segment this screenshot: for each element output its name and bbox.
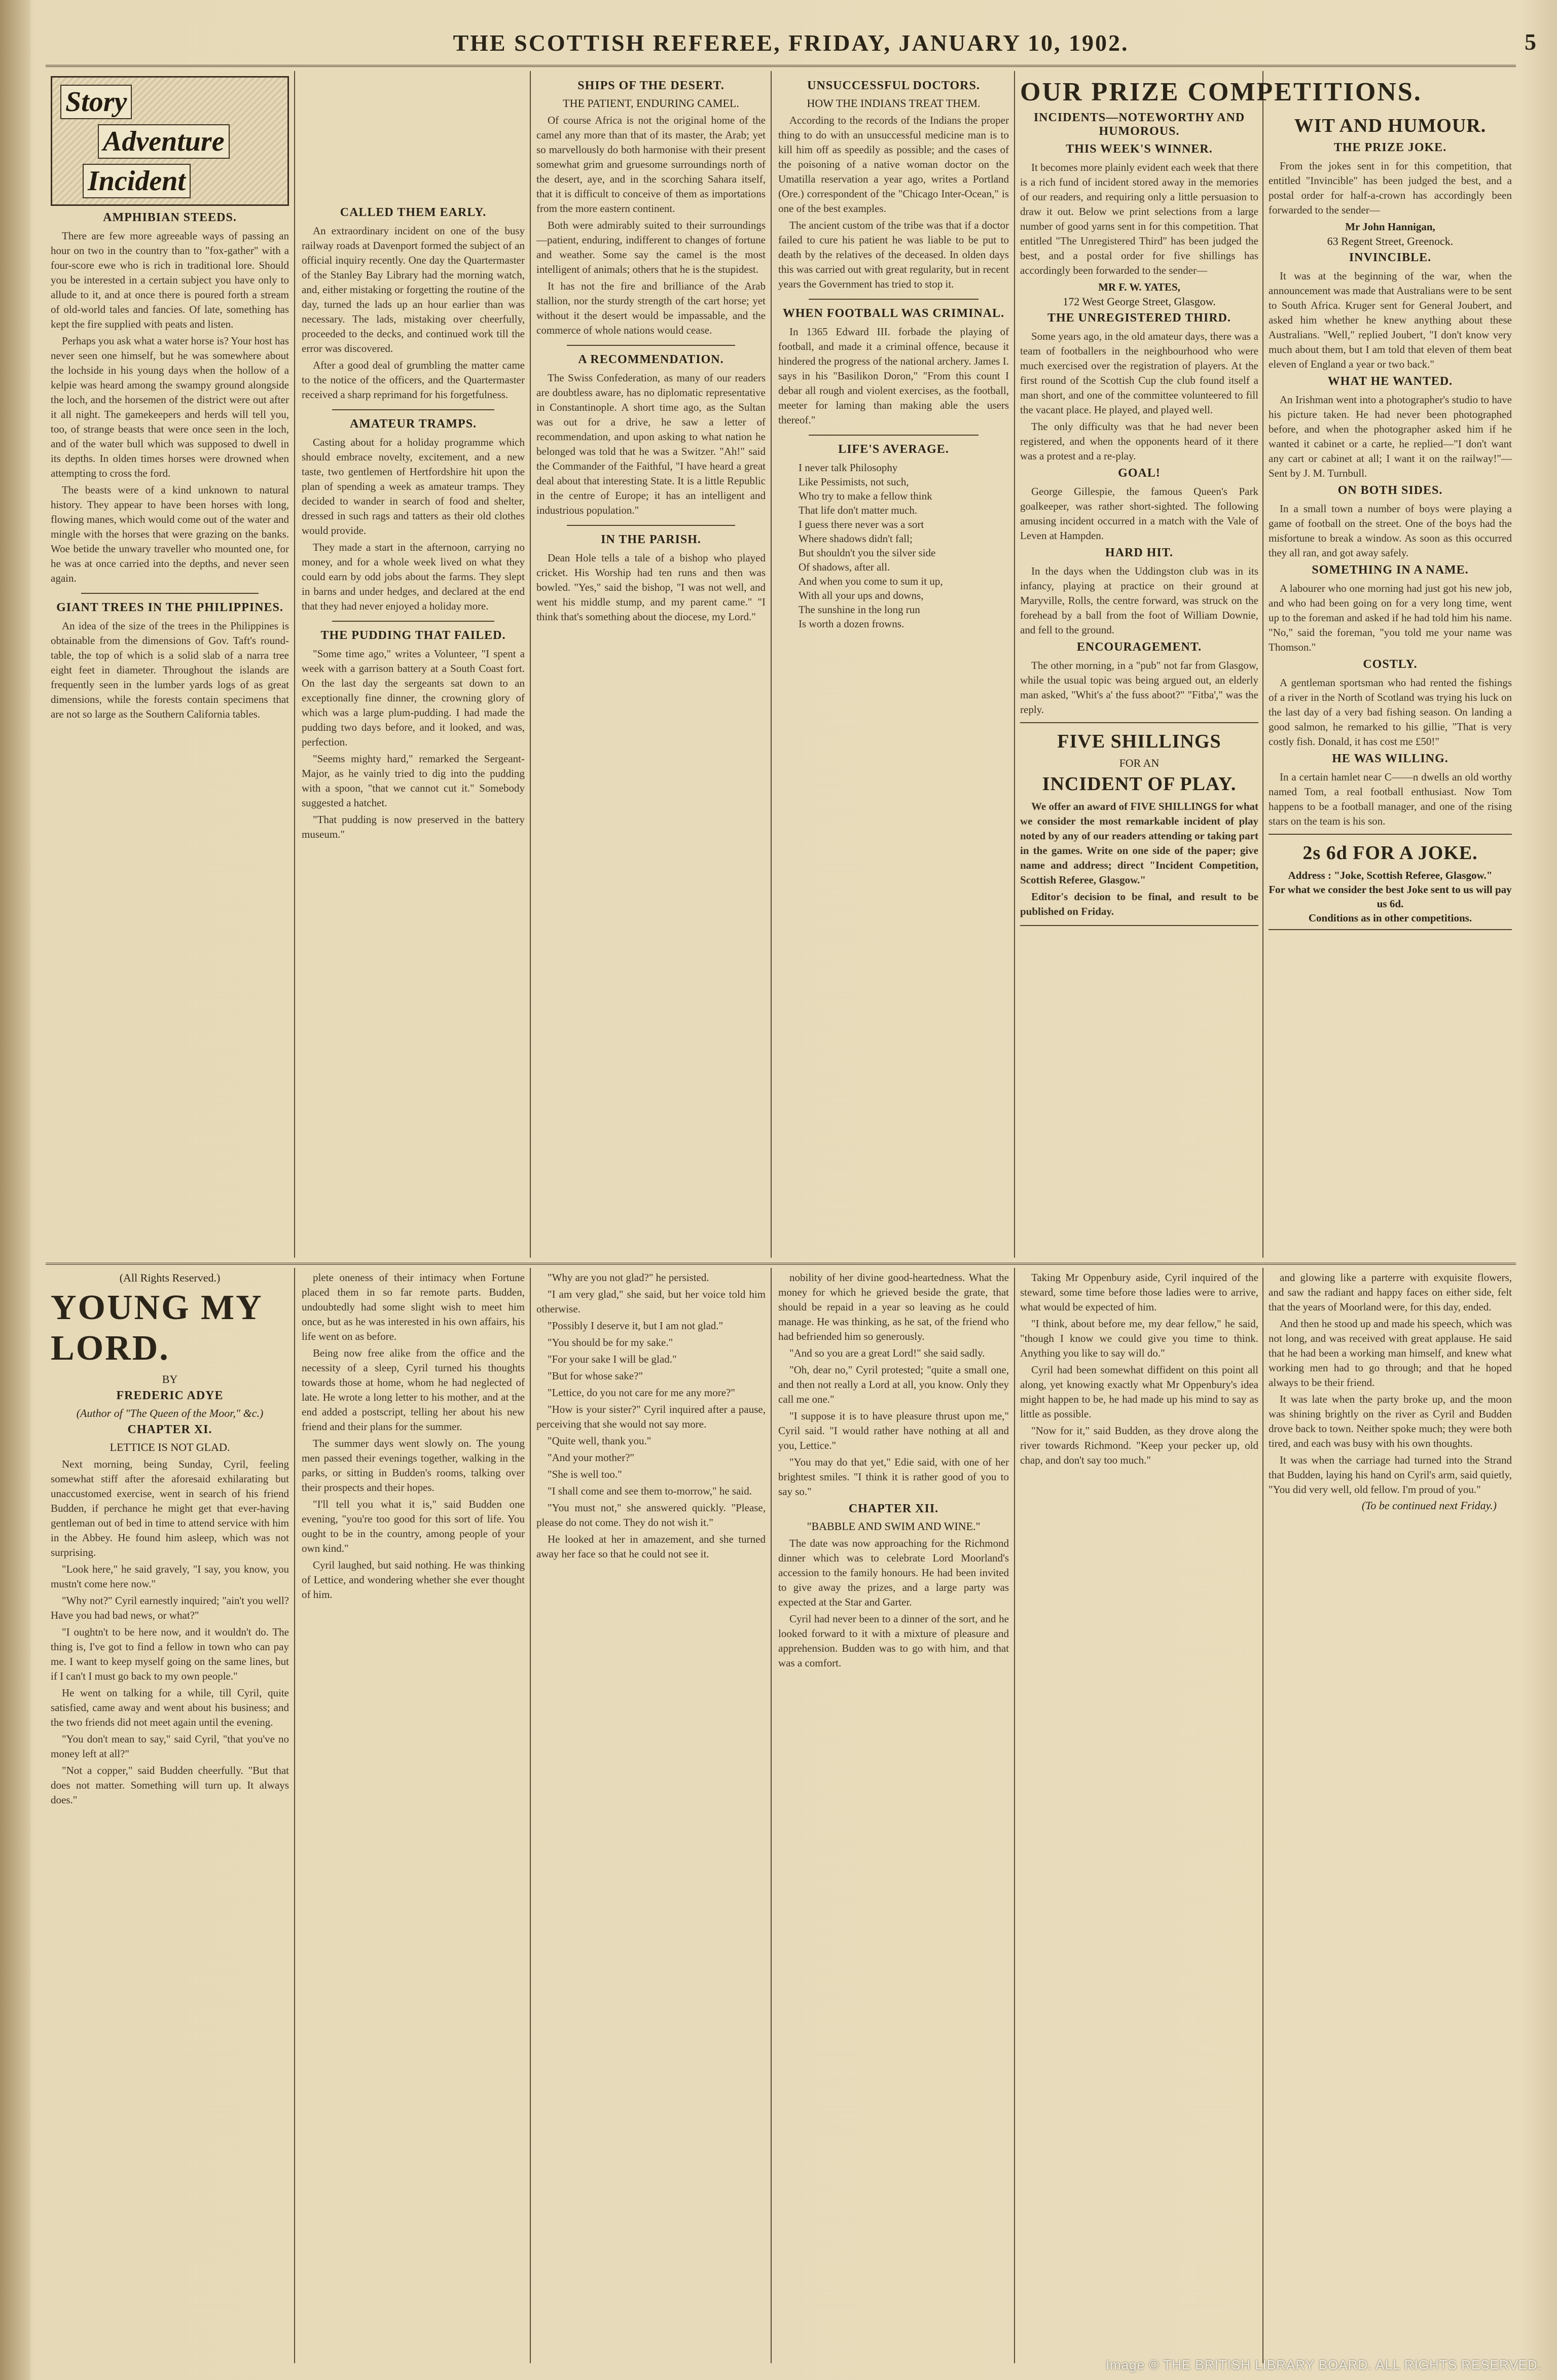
article-weeks-winner (1020, 160, 1258, 278)
page-number: 5 (1525, 29, 1536, 55)
paragraph: nobility of her divine good-heartedness. What the money for which he grieved beside the grate, that should be repaid in a year so leaving as he could manage. He was thinking, as he sat, of the friend who had befriended him so generously. (778, 1271, 1009, 1342)
paragraph: "That pudding is now preserved in the battery museum." (302, 813, 525, 840)
column-rule (530, 1268, 531, 2363)
paragraph: "I shall come and see them to-morrow," he said. (548, 1485, 752, 1497)
joke-winner-name: Mr John Hannigan, (1345, 221, 1435, 233)
paragraph: "But for whose sake?" (548, 1370, 643, 1382)
paragraph: "Some time ago," writes a Volunteer, "I spent a week with a garrison battery at a South Coast fort. On the last day the sergeants sat down to an exceptionally fine dinner, the crowning glory of which was a large plum-pudding. I had made the pudding two days before, and it looked, and was, perfection. (302, 648, 525, 748)
rights-notice: (All Rights Reserved.) (119, 1271, 221, 1284)
serial-column-5 (1020, 1270, 1258, 2361)
logo-word-story: Story (60, 85, 132, 119)
column-6 (1269, 76, 1512, 1253)
paragraph: "You must not," she answered quickly. "Please, please do not come. They do not wish it." (536, 1502, 766, 1529)
paragraph: "For your sake I will be glad." (548, 1353, 677, 1365)
article-recommendation (536, 371, 766, 518)
headline-goal: GOAL! (1118, 467, 1161, 480)
article-ships-desert (536, 113, 766, 338)
subhead-camel: THE PATIENT, ENDURING CAMEL. (563, 97, 739, 110)
article-hard-hit (1020, 564, 1258, 637)
paragraph: A labourer who one morning had just got his new job, and who had been going on for a very long time, went up to the foreman and asked if he had told him his name. "No," said the foreman, "you told me your name was Thomson." (1269, 582, 1512, 653)
article-he-was-willing (1269, 770, 1512, 829)
subhead-for-an: FOR AN (1119, 757, 1160, 769)
poem-line: Who try to make a fellow think (799, 490, 932, 502)
serial-by: BY (162, 1373, 178, 1386)
column-rule (1262, 1268, 1263, 2363)
winner-name: MR F. W. YATES, (1098, 281, 1180, 293)
paragraph: From the jokes sent in for this competition, that entitled "Invincible" has been judged the best, and a postal order for half-a-crown has accordingly been forwarded to the sender— (1269, 160, 1512, 216)
paragraph: It has not the fire and brilliance of the Arab stallion, nor the sturdy strength of the cart horse; yet without it the desert would be impassable, and the commerce of whole nations would cease. (536, 280, 766, 336)
paragraph: And then he stood up and made his speech, which was not long, and was received with great applause. He said that he had been a working man himself, and knew what working men had to go through; and that he hoped always to be their friend. (1269, 1318, 1512, 1389)
chapter-subheading: LETTICE IS NOT GLAD. (110, 1441, 230, 1453)
article-costly (1269, 676, 1512, 749)
paragraph: It becomes more plainly evident each week that there is a rich fund of incident stored away in the memories of our readers, and requiring only a little persuasion to draw it out. Below we print selections from a large number of good yarns sent in for this competition. That entitled "The Unregistered Third" has been judged the best, and a postal order for five shillings has accordingly been forwarded to the sender— (1020, 161, 1258, 276)
column-rule (1014, 1268, 1015, 2363)
image-credit: Image © THE BRITISH LIBRARY BOARD. ALL RIGHTS RESERVED. (1105, 2357, 1542, 2372)
header-spacer (1269, 76, 1512, 112)
paragraph: Of course Africa is not the original home of the camel any more than that of its master, the Arab; yet so marvellously do both harmonise with their present somewhat grim and gruesome surroundings north of the desert, aye, and in the scorching Sahara itself, that it is difficult to conceive of them as importations from the more eastern continent. (536, 114, 766, 215)
paragraph: "I suppose it is to have pleasure thrust upon me," Cyril said. "I would rather have nothing at all and you, Lettice." (778, 1410, 1009, 1451)
column-rule (530, 71, 531, 1258)
paragraph: plete oneness of their intimacy when Fortune placed them in so far remote parts. Budden, undoubtedly had some slight wish to meet him once, but as he was interested in his own affairs, his life went on as before. (302, 1271, 525, 1342)
paragraph: An extraordinary incident on one of the busy railway roads at Davenport formed the subject of an official inquiry recently. One day the Quartermaster of the Stanley Bay Library had the morning watch, and, either mistaking or forgetting the routine of the day, turned the lads up an hour earlier than was necessary. The lads, mistaking over cheerfully, proceeded to the decks, and continued work till the error was discovered. (302, 225, 525, 354)
paragraph: "Seems mighty hard," remarked the Sergeant-Major, as he vainly tried to dig into the pudding with a spoon, "that we cannot cut it." Somebody suggested a hatchet. (302, 753, 525, 809)
paragraph: Being now free alike from the office and the necessity of a sleep, Cyril turned his thoughts towards those at home, whom he had neglected of late. He wrote a long letter to his mother, and at the end added a postscript, telling her about his new friend and their plans for the summer. (302, 1347, 525, 1433)
poem-line: I guess there never was a sort (799, 518, 924, 530)
paragraph: Cyril laughed, but said nothing. He was thinking of Lettice, and wondering whether she ever thought of him. (302, 1559, 525, 1601)
serial-column-6 (1269, 1270, 1512, 2361)
headline-amphibian-steeds: AMPHIBIAN STEEDS. (103, 211, 237, 224)
serial-author: FREDERIC ADYE (116, 1389, 224, 1402)
column-rule (1262, 71, 1263, 1258)
five-shillings-terms (1020, 799, 1258, 919)
chapter-12-subheading: "BABBLE AND SWIM AND WINE." (807, 1520, 981, 1533)
poem-line: Is worth a dozen frowns. (799, 618, 904, 630)
paragraph: An idea of the size of the trees in the Philippines is obtainable from the dimensions of Gov. Taft's round-table, the top of which is a solid slab of a narra tree eight feet in diameter. Throughout the islands are frequently seen in the lumber yards logs of as great dimensions, while the forests contain specimens that are not so large as the Southern California tables. (51, 620, 289, 720)
article-on-both-sides (1269, 502, 1512, 560)
poem-line: That life don't matter much. (799, 504, 918, 516)
serial-text (536, 1270, 766, 1561)
poem-line: Like Pessimists, not such, (799, 476, 909, 488)
paragraph: "Now for it," said Budden, as they drove along the river towards Richmond. "Keep your pecker up, old chap, and don't say too much." (1020, 1425, 1258, 1466)
paragraph: The ancient custom of the tribe was that if a doctor failed to cure his patient he was liable to be put to death by the relatives of the deceased. In olden days this was carried out with great regularity, but in recent years the Government has tried to stop it. (778, 219, 1009, 290)
paragraph: "You don't mean to say," said Cyril, "that you've no money left at all?" (51, 1733, 289, 1760)
article-amateur-tramps (302, 435, 525, 614)
headline-prize-competitions: OUR PRIZE COMPETITIONS. (1020, 78, 1422, 106)
column-rule (1014, 71, 1015, 1258)
paragraph: It was when the carriage had turned into the Strand that Budden, laying his hand on Cyril's arm, said quietly, "You did very well, old fellow. I'm proud of you." (1269, 1454, 1512, 1496)
column-rule (771, 1268, 772, 2363)
column-3 (536, 76, 766, 1253)
paragraph: "Not a copper," said Budden cheerfully. "But that does not matter. Something will turn up. It always does." (51, 1764, 289, 1806)
paragraph: "Why not?" Cyril earnestly inquired; "ain't you well? Have you had bad news, or what?" (51, 1594, 289, 1621)
joke-ad-line: Conditions as in other competitions. (1308, 912, 1472, 924)
poem-line: But shouldn't you the silver side (799, 547, 936, 559)
serial-column-1 (51, 1270, 289, 2361)
headline-lifes-average: LIFE'S AVERAGE. (838, 443, 949, 456)
paragraph: George Gillespie, the famous Queen's Park goalkeeper, was rather short-sighted. The following amusing incident occurred in a match with the Vale of Leven at Hampden. (1020, 485, 1258, 542)
paragraph: He went on talking for a while, till Cyril, quite satisfied, came away and went about his business; and the two friends did not meet again until the evening. (51, 1687, 289, 1728)
headline-five-shillings: FIVE SHILLINGS (1057, 731, 1221, 752)
joke-ad-line: Address : "Joke, Scottish Referee, Glasgow." (1288, 869, 1493, 881)
paragraph: "You may do that yet," Edie said, with one of her brightest smiles. "I think it is rather good of you to say so." (778, 1456, 1009, 1498)
headline-joke-ad: 2s 6d FOR A JOKE. (1302, 842, 1478, 864)
divider (567, 345, 735, 346)
headline-on-both-sides: ON BOTH SIDES. (1337, 484, 1443, 497)
divider (809, 299, 979, 300)
paragraph: After a good deal of grumbling the matter came to the notice of the officers, and the Quartermaster received a sharp reprimand for his forgetfulness. (302, 359, 525, 401)
paragraph: Cyril had been somewhat diffident on this point all along, yet knowing exactly what Mr Oppenbury's idea might happen to be, he had made up his mind to say as little as possible. (1020, 1364, 1258, 1420)
to-be-continued: (To be continued next Friday.) (1361, 1499, 1497, 1512)
paragraph: Taking Mr Oppenbury aside, Cyril inquired of the steward, some time before those ladies were to arrive, what would be expected of him. (1020, 1271, 1258, 1313)
paragraph: "Look here," he said gravely, "I say, you know, you mustn't come here now." (51, 1563, 289, 1590)
paragraph: "I am very glad," she said, but her voice told him otherwise. (536, 1288, 766, 1315)
headline-incidents: INCIDENTS—NOTEWORTHY AND HUMOROUS. (1033, 111, 1245, 138)
section-rule (46, 1263, 1516, 1265)
paragraph: Dean Hole tells a tale of a bishop who played cricket. His Worship had ten runs and then was bowled. "Yes," said the bishop, "I was not well, and went his middle stump, and my parent came." "I think that's something about the diocese, my Lord." (536, 552, 766, 623)
article-something-in-a-name (1269, 581, 1512, 655)
paragraph: "I think, about before me, my dear fellow," he said, "though I know we could give you time to think. Anything you like to say will do." (1020, 1318, 1258, 1359)
headline-unregistered-third: THE UNREGISTERED THIRD. (1047, 311, 1231, 325)
paragraph: Cyril had never been to a dinner of the sort, and he looked forward to it with a mixture of pleasure and apprehension. Budden was to go with him, and that was a comfort. (778, 1613, 1009, 1669)
page-gutter (0, 0, 30, 2380)
headline-pudding-failed: THE PUDDING THAT FAILED. (320, 629, 506, 642)
article-prize-joke (1269, 159, 1512, 218)
paragraph: There are few more agreeable ways of passing an hour on two in the country than to "fox-gather" with a four-score ewe who is rich in traditional lore. Should you be interested in a certain subject you have only to allude to it, and at once there is poured forth a stream of old-world tales and fancies. Of late, something has kept the fire supplied with peats and listen. (51, 230, 289, 330)
five-shillings-box (1020, 722, 1258, 926)
serial-text (778, 1270, 1009, 1499)
paragraph: "You should be for my sake." (548, 1336, 673, 1348)
masthead-rule (46, 65, 1516, 67)
paragraph: In a small town a number of boys were playing a game of football on the street. One of the boys had the misfortune to break a window. As soon as this occurred they all ran, and got away safely. (1269, 503, 1512, 559)
poem-line: With all your ups and downs, (799, 589, 924, 601)
paragraph: "Oh, dear no," Cyril protested; "quite a small one, and then not really a Lord at all, you know. Only they call me one." (778, 1364, 1009, 1405)
logo-word-incident: Incident (83, 164, 191, 198)
paragraph: The Swiss Confederation, as many of our readers are doubtless aware, has no diplomatic representative in Constantinople. A short time ago, as the Sultan was out for a drive, he saw a letter of recommendation, and upon asking to what nation he belonged was told that he was a Switzer. "Ah!" said the Commander of the Faithful, "I have heard a great deal about that interesting State. It is a little Republic in the centre of Europe; it has an intelligent and industrious population." (536, 372, 766, 516)
article-football-criminal (778, 325, 1009, 428)
poem-line: The sunshine in the long run (799, 603, 920, 616)
paragraph: In the days when the Uddingston club was in its infancy, playing at practice on their ground at Maryville, Rolls, the centre forward, was struck on the forehead by a ball from the foot of William Downie, and fell to the ground. (1020, 565, 1258, 636)
article-unsuccessful-doctors (778, 113, 1009, 292)
divider (81, 593, 259, 594)
serial-author-note: (Author of "The Queen of the Moor," &c.) (76, 1407, 264, 1419)
paragraph: We offer an award of FIVE SHILLINGS for what we consider the most remarkable incident of play noted by any of our readers attending or taking part in the games. Write on one side of the paper; give name and address; direct "Incident Competition, Scottish Referee, Glasgow." (1020, 800, 1258, 886)
headline-unsuccessful-doctors: UNSUCCESSFUL DOCTORS. (807, 79, 980, 92)
paragraph: Perhaps you ask what a water horse is? Your host has never seen one himself, but he was somewhere about the lochside in his young days when the hollow of a kelpie was heard among the swampy ground alongside the loch, and the horsemen of the district were out after it all night. The gamekeepers and herds will tell you, too, of strange beasts that were once seen in the loch, and of the water bull which was supposed to dwell in its depths. In olden times horses were drowned when attempting to cross the ford. (51, 335, 289, 479)
article-pudding-failed (302, 647, 525, 842)
paragraph: According to the records of the Indians the proper thing to do with an unsuccessful medicine man is to kill him off as speedily as possible; and the cases of the poisoning of a native woman doctor on the Umatilla reservation a year ago, writes a Portland (Ore.) correspondent of the "Chicago Inter-Ocean," is one of the best examples. (778, 114, 1009, 215)
article-giant-trees (51, 619, 289, 722)
article-in-the-parish (536, 551, 766, 624)
paragraph: "I'll tell you what it is," said Budden one evening, "you're too good for this sort of life. You ought to be in the country, among people of your own kind." (302, 1498, 525, 1554)
divider (567, 525, 735, 526)
poem-line: Where shadows didn't fall; (799, 532, 913, 545)
poem-line: I never talk Philosophy (799, 461, 898, 474)
headline-amateur-tramps: AMATEUR TRAMPS. (349, 417, 477, 431)
divider (332, 621, 494, 622)
serial-column-4 (778, 1270, 1009, 2361)
story-adventure-incident-logo (51, 76, 289, 206)
poem-lifes-average (778, 460, 1009, 631)
article-unregistered-third (1020, 329, 1258, 464)
paragraph: It was late when the party broke up, and the moon was shining brightly on the river as Cyril and Budden drove back to town. Neither spoke much; they were both tired, and each was busy with his own thoughts. (1269, 1393, 1512, 1449)
serial-column-3 (536, 1270, 766, 2361)
headline-costly: COSTLY. (1363, 658, 1418, 671)
joke-ad-box (1269, 834, 1512, 930)
serial-text (778, 1536, 1009, 1671)
headline-encouragement: ENCOURAGEMENT. (1076, 641, 1202, 654)
paragraph: "I oughtn't to be here now, and it wouldn't do. The thing is, I've got to find a fellow in town who can pay me. I want to keep myself going on the same lines, but if I can't I must go back to my own people." (51, 1626, 289, 1682)
paragraph: Next morning, being Sunday, Cyril, feeling somewhat stiff after the aforesaid exhilarating but unaccustomed exercise, went in search of his friend Budden, if perchance he might get that ever-having gentleman out of bed in time to attend service with him in the Abbey. He found him asleep, which was not surprising. (51, 1458, 289, 1558)
paragraph: The summer days went slowly on. The young men passed their evenings together, walking in the parks, or sitting in Budden's rooms, talking over their prospects and their hopes. (302, 1437, 525, 1494)
logo-spacer (302, 76, 525, 203)
paragraph: In 1365 Edward III. forbade the playing of football, and made it a criminal offence, because it hindered the progress of the national archery. James I. says in his "Basilikon Doron," "From this count I debar all rough and violent exercises, as the football, meeter for laming than making able the users thereof." (778, 326, 1009, 426)
paragraph: "She is well too." (548, 1468, 622, 1480)
headline-incident-of-play: INCIDENT OF PLAY. (1042, 773, 1237, 795)
paragraph: Editor's decision to be final, and result to be published on Friday. (1020, 891, 1258, 917)
serial-title: YOUNG MY LORD. (51, 1288, 262, 1368)
masthead (46, 29, 1536, 65)
winner-address: 172 West George Street, Glasgow. (1063, 295, 1216, 308)
paragraph: "How is your sister?" Cyril inquired after a pause, perceiving that she would not say more. (536, 1403, 766, 1430)
headline-called-early: CALLED THEM EARLY. (340, 206, 487, 219)
logo-word-adventure: Adventure (98, 124, 230, 159)
paragraph: The other morning, in a "pub" not far from Glasgow, while the usual topic was being argued out, an elderly man asked, "Whit's a' the fuss aboot?" "Fitba'," was the reply. (1020, 659, 1258, 716)
paragraph: Some years ago, in the old amateur days, there was a team of footballers in the neighbourhood who were much exercised over the registration of players. At the first round of the Scottish Cup the club found itself a man short, and one of the committee volunteered to fill the vacant place. He played, and played well. (1020, 330, 1258, 416)
headline-he-was-willing: HE WAS WILLING. (1332, 752, 1449, 765)
headline-in-the-parish: IN THE PARISH. (601, 533, 701, 546)
paragraph: "Why are you not glad?" he persisted. (548, 1271, 709, 1284)
poem-line: Of shadows, after all. (799, 561, 890, 573)
headline-weeks-winner: THIS WEEK'S WINNER. (1066, 143, 1213, 156)
headline-wit-humour: WIT AND HUMOUR. (1294, 115, 1487, 136)
headline-giant-trees: GIANT TREES IN THE PHILIPPINES. (56, 601, 283, 614)
paragraph: "And so you are a great Lord!" she said sadly. (789, 1347, 985, 1359)
paragraph: An Irishman went into a photographer's studio to have his picture taken. He had never been photographed before, and when the photographer asked him if he wanted it cabinet or a carte, he replied—"I don't want any cart or cabinet at all; I want it on the railway!"—Sent by J. M. Turnbull. (1269, 394, 1512, 479)
headline-prize-joke: THE PRIZE JOKE. (1333, 141, 1447, 154)
article-what-he-wanted (1269, 393, 1512, 481)
headline-recommendation: A RECOMMENDATION. (578, 353, 724, 366)
masthead-title: THE SCOTTISH REFEREE, FRIDAY, JANUARY 10, 1902. (453, 30, 1129, 56)
headline-ships-desert: SHIPS OF THE DESERT. (577, 79, 725, 92)
joke-winner-address: 63 Regent Street, Greenock. (1327, 235, 1454, 247)
column-1 (51, 76, 289, 1253)
chapter-heading: CHAPTER XI. (127, 1423, 212, 1436)
paragraph: "Lettice, do you not care for me any more?" (548, 1387, 735, 1399)
headline-invincible: INVINCIBLE. (1349, 251, 1432, 264)
column-4 (778, 76, 1009, 1253)
paragraph: and glowing like a parterre with exquisite flowers, and saw the radiant and happy faces on either side, felt that the years of Moorland were, for this day, ended. (1269, 1271, 1512, 1313)
paragraph: "Quite well, thank you." (548, 1435, 651, 1447)
headline-what-he-wanted: WHAT HE WANTED. (1327, 375, 1453, 388)
headline-football-criminal: WHEN FOOTBALL WAS CRIMINAL. (782, 307, 1005, 320)
paragraph: In a certain hamlet near C——n dwells an old worthy named Tom, a real football enthusiast. Now Tom happens to be a football manager, and one of the rising stars on the team is his son. (1269, 771, 1512, 827)
chapter-12-heading: CHAPTER XII. (848, 1502, 939, 1515)
paragraph: A gentleman sportsman who had rented the fishings of a river in the North of Scotland was trying his luck on the last day of a very bad fishing season. On landing a good salmon, he remarked to his gillie, "That is very costly fish. Donald, it has cost me £50!" (1269, 677, 1512, 748)
article-amphibian-steeds (51, 229, 289, 586)
paragraph: The only difficulty was that he had never been registered, and when the opponents heard of it there was a protest and a re-play. (1020, 420, 1258, 462)
paragraph: Both were admirably suited to their surroundings—patient, enduring, indifferent to changes of fortune and weather. Some say the camel is the most intelligent of animals; others that he is the stupidest. (536, 219, 766, 275)
joke-ad-line: For what we consider the best Joke sent to us will pay us 6d. (1269, 883, 1512, 910)
column-2 (302, 76, 525, 1253)
subhead-indians: HOW THE INDIANS TREAT THEM. (807, 97, 981, 110)
article-called-early (302, 224, 525, 402)
paragraph: They made a start in the afternoon, carrying no money, and for a whole week lived on what they could earn by odd jobs about the farms. They slept in barns and under hedges, and declared at the end that they had never enjoyed a holiday more. (302, 541, 525, 612)
paragraph: Casting about for a holiday programme which should embrace novelty, excitement, and a new taste, two gentlemen of Hertfordshire hit upon the plan of spending a week as amateur tramps. They decided to wander in search of food and shelter, dressed in such rags and tatters as their old clothes would provide. (302, 436, 525, 537)
divider (809, 435, 979, 436)
headline-hard-hit: HARD HIT. (1105, 546, 1173, 559)
serial-column-2 (302, 1270, 525, 2361)
paragraph: The beasts were of a kind unknown to natural history. They appear to have been horses with long, flowing manes, which would come out of the water and mingle with the horses that were grazing on the banks. Woe betide the unwary traveller who mounted one, for he was at once carried into the depths, and never seen again. (51, 484, 289, 584)
article-goal (1020, 484, 1258, 543)
paragraph: It was at the beginning of the war, when the announcement was made that Australians were to be sent to South Africa. Kruger sent for General Joubert, and asked him whether he knew anything about these Australians. "Well," replied Joubert, "I don't know very much about them, but I am told that eleven of them beat eleven of England a year or two back." (1269, 270, 1512, 370)
serial-text (1269, 1270, 1512, 1497)
paragraph: He looked at her in amazement, and she turned away her face so that he could not see it. (536, 1533, 766, 1560)
headline-something-in-a-name: SOMETHING IN A NAME. (1312, 563, 1469, 577)
poem-line: And when you come to sum it up, (799, 575, 943, 587)
paragraph: "Possibly I deserve it, but I am not glad." (548, 1320, 723, 1332)
column-rule (294, 1268, 295, 2363)
article-invincible (1269, 269, 1512, 372)
divider (332, 409, 494, 410)
article-encouragement (1020, 658, 1258, 717)
paragraph: "And your mother?" (548, 1451, 635, 1464)
serial-text (1020, 1270, 1258, 1468)
paragraph: The date was now approaching for the Richmond dinner which was to celebrate Lord Moorland's accession to the family honours. He had been invited to give away the prizes, and a large party was expected at the Star and Garter. (778, 1537, 1009, 1608)
column-rule (771, 71, 772, 1258)
serial-text (51, 1457, 289, 1807)
column-rule (294, 71, 295, 1258)
serial-text (302, 1270, 525, 1602)
